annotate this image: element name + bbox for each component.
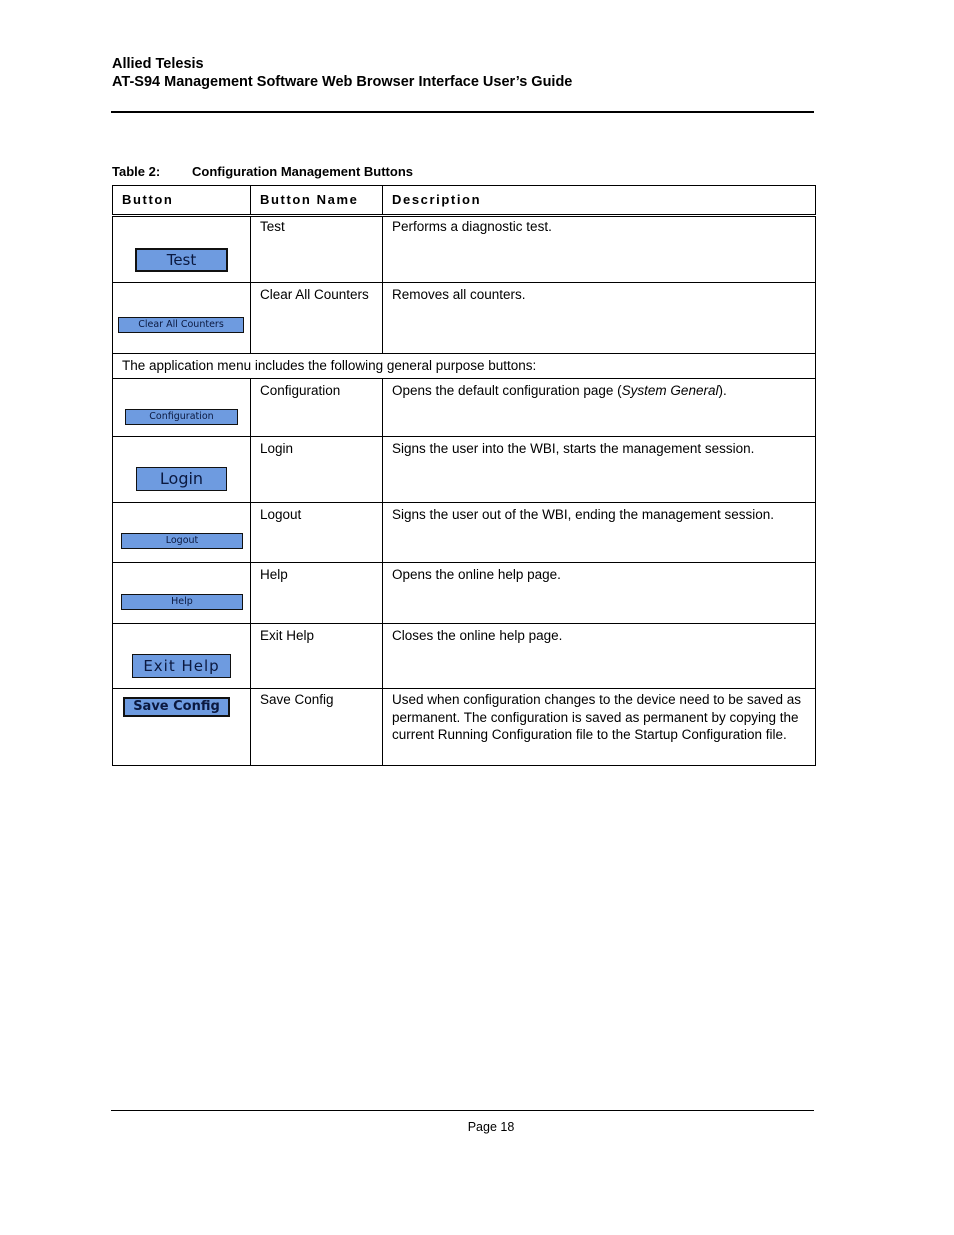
column-header-button: Button [113, 186, 251, 216]
table-caption [112, 164, 413, 179]
description-cell: Used when configuration changes to the device need to be saved as permanent. The configuration is saved as permanent by copying the current Running Configuration file to the Startup Configuration file. [383, 689, 816, 766]
button-name-cell: Test [251, 216, 383, 283]
clear-all-counters-button: Clear All Counters [118, 317, 244, 333]
column-header-description: Description [383, 186, 816, 216]
description-cell [383, 379, 816, 437]
table-row [113, 563, 816, 624]
general-purpose-note: The application menu includes the following general purpose buttons: [113, 354, 816, 379]
description-cell: Removes all counters. [383, 283, 816, 354]
description-cell: Performs a diagnostic test. [383, 216, 816, 283]
description-text: ). [718, 383, 727, 398]
document-header [112, 55, 572, 91]
company-name: Allied Telesis [112, 56, 204, 72]
table-row [113, 503, 816, 563]
login-button: Login [136, 467, 227, 491]
button-image-cell [113, 216, 251, 283]
configuration-button: Configuration [125, 409, 238, 425]
save-config-button: Save Config [123, 697, 230, 717]
table-header-row [113, 186, 816, 216]
button-image-cell [113, 563, 251, 624]
button-name-cell: Save Config [251, 689, 383, 766]
button-name-cell: Exit Help [251, 624, 383, 689]
button-image-cell [113, 437, 251, 503]
table-row [113, 437, 816, 503]
button-image-cell [113, 379, 251, 437]
button-name-cell: Logout [251, 503, 383, 563]
guide-title: AT-S94 Management Software Web Browser Interface User’s Guide [112, 74, 573, 90]
button-image-cell [113, 283, 251, 354]
button-name-cell: Login [251, 437, 383, 503]
button-image-cell [113, 624, 251, 689]
button-name-cell: Help [251, 563, 383, 624]
help-button: Help [121, 594, 243, 610]
page-number: Page 18 [467, 1120, 515, 1134]
button-name-cell: Clear All Counters [251, 283, 383, 354]
test-button: Test [135, 248, 228, 272]
configuration-buttons-table [112, 185, 816, 766]
table-row [113, 689, 816, 766]
table-caption-title: Configuration Management Buttons [192, 164, 413, 179]
description-text: Opens the default configuration page ( [392, 383, 622, 398]
logout-button: Logout [121, 533, 243, 549]
description-cell: Signs the user into the WBI, starts the management session. [383, 437, 816, 503]
table-row [113, 216, 816, 283]
table-row [113, 283, 816, 354]
footer-rule [111, 1110, 814, 1111]
header-rule [111, 111, 814, 113]
column-header-button-name: Button Name [251, 186, 383, 216]
table-caption-number: Table 2: [112, 164, 161, 179]
description-cell: Closes the online help page. [383, 624, 816, 689]
table-row [113, 379, 816, 437]
description-cell: Opens the online help page. [383, 563, 816, 624]
button-image-cell [113, 689, 251, 766]
button-name-cell: Configuration [251, 379, 383, 437]
description-cell: Signs the user out of the WBI, ending the management session. [383, 503, 816, 563]
exit-help-button: Exit Help [132, 654, 231, 678]
table-row [113, 354, 816, 379]
description-emphasis: System General [621, 383, 719, 398]
button-image-cell [113, 503, 251, 563]
table-row [113, 624, 816, 689]
